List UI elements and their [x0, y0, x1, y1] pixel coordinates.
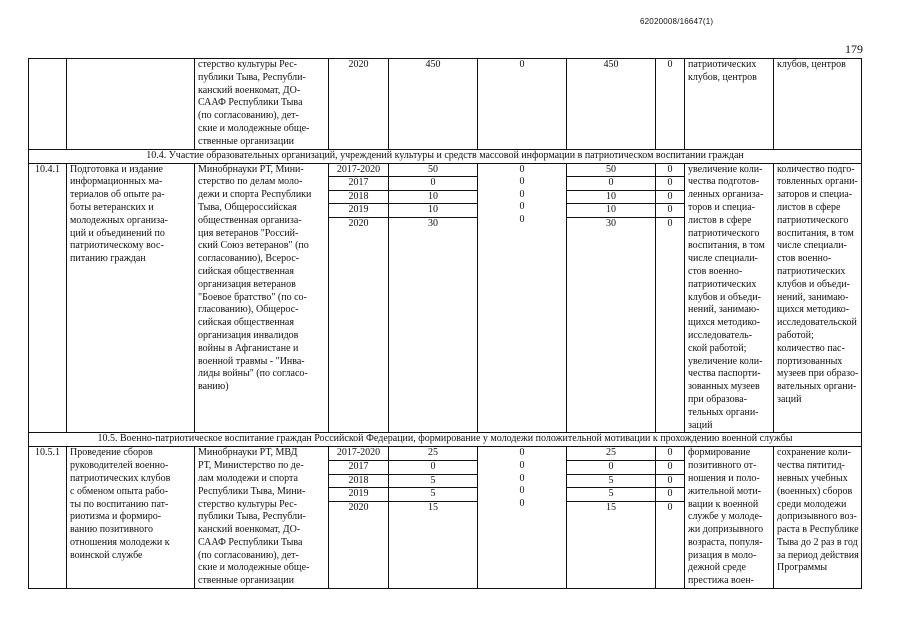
text-line: воспитания, в том [777, 227, 854, 239]
sub-cell: 0 [656, 204, 684, 218]
text-line: руководителей военно- [70, 460, 169, 472]
section-heading: 10.5. Военно-патриотическое воспитание граждан Российской Федерации, формирование у молодежи положительной мотивации к прохождению военной службы [29, 433, 862, 447]
text-line: ской работой; [688, 342, 747, 354]
text-line: торов и специа- [688, 201, 756, 213]
executor-text [195, 164, 328, 394]
text-line: числе специали- [688, 253, 758, 265]
text-line: организация инвалидов [198, 329, 299, 341]
text-line: клубов и объеди- [688, 291, 761, 303]
executor-text [195, 447, 328, 588]
value-cell [389, 447, 478, 589]
sub-row [567, 501, 655, 514]
section-row [29, 433, 862, 447]
text-line: молодежных организа- [70, 214, 168, 226]
sub-row [329, 217, 388, 230]
value-grid [567, 164, 655, 231]
indicator-text [774, 447, 861, 575]
executor-cell [195, 163, 329, 433]
text-line: патриотических [688, 278, 757, 290]
executor-cell [195, 447, 329, 589]
text-line: вации к военной [688, 498, 759, 510]
sub-cell: 2017-2020 [329, 164, 388, 177]
text-line: ские и молодежные обще- [198, 562, 310, 574]
executor-cell [195, 59, 329, 150]
sub-cell: 0 [656, 488, 684, 502]
result-cell [685, 163, 774, 433]
text-line: листов в сфере [777, 201, 841, 213]
text-line: ственные организации [198, 135, 294, 147]
indicator-cell [774, 163, 862, 433]
text-line: патриотическому вос- [70, 240, 164, 252]
text-line: Минобрнауки РТ, МВД [198, 447, 298, 459]
year-grid [329, 447, 388, 514]
num-cell: 10.5.1 [29, 447, 67, 589]
text-line: общественная организа- [198, 214, 302, 226]
text-line: СААФ Республики Тывa [198, 97, 303, 109]
sub-cell: 50 [389, 164, 477, 177]
text-line: войны в Афганистане и [198, 342, 299, 354]
sub-row [478, 485, 566, 498]
sub-cell: 30 [428, 217, 438, 229]
text-line: Тыва до 2 раз в год [777, 536, 858, 548]
text-line: ский Союз ветеранов" (по [198, 240, 309, 252]
sub-row [656, 447, 684, 460]
value-grid [567, 447, 655, 514]
sub-row [567, 190, 655, 204]
sub-cell: 0 [519, 472, 525, 484]
result-text [685, 59, 773, 85]
table-row [29, 59, 862, 150]
text-line: согласованию), Всерос- [198, 253, 300, 265]
sub-cell: 15 [606, 501, 616, 513]
sub-cell: 0 [519, 459, 525, 471]
sub-cell: 50 [567, 164, 655, 177]
sub-row [656, 177, 684, 191]
text-line: вательных органи- [777, 381, 857, 393]
text-line: СААФ Республики Тыва [198, 536, 303, 548]
year-grid [329, 164, 388, 231]
text-line: организация ветеранов [198, 278, 296, 290]
program-table [28, 58, 862, 589]
name-text [67, 164, 194, 266]
sub-cell: 0 [519, 485, 525, 497]
text-line: стов военно- [688, 265, 743, 277]
text-line: при образова- [688, 393, 747, 405]
sub-row [478, 201, 566, 214]
text-line: ванию) [198, 381, 229, 393]
sub-row [478, 214, 566, 227]
text-line: клубов и объеди- [777, 278, 850, 290]
text-line: ты по воспитанию пат- [70, 498, 169, 510]
text-line: ственные организации [198, 575, 294, 587]
sub-row [389, 217, 477, 230]
sub-row [656, 204, 684, 218]
sub-cell: 2017-2020 [329, 447, 388, 460]
text-line: воинской службе [70, 549, 143, 561]
sub-cell: 0 [389, 177, 477, 191]
sub-row [389, 190, 477, 204]
sub-cell: 2019 [329, 488, 388, 502]
sub-row [567, 177, 655, 191]
text-line: боты ветеранских и [70, 201, 154, 213]
executor-text [195, 59, 328, 149]
text-line: военной травмы - "Инва- [198, 355, 305, 367]
sub-cell: 0 [567, 177, 655, 191]
text-line: (по согласованию), дет- [198, 110, 299, 122]
value-cell: 450 [389, 59, 478, 150]
sub-cell: 5 [389, 474, 477, 488]
name-cell [67, 447, 195, 589]
text-line: среди молодежи [777, 498, 847, 510]
sub-cell: 0 [656, 460, 684, 474]
value-grid [389, 164, 477, 231]
value-grid [478, 447, 566, 510]
text-line: чества паспорти- [688, 368, 761, 380]
text-line: стерство культуры Рес- [198, 59, 297, 70]
text-line: Тыва, Общероссийская [198, 201, 297, 213]
text-line: териалов об опыте ра- [70, 189, 165, 201]
text-line: нений, занимаю- [777, 291, 849, 303]
sub-row [478, 460, 566, 473]
text-line: сийская общественная [198, 265, 294, 277]
value-cell: 0 [656, 59, 685, 150]
text-line: музеев при образо- [777, 368, 859, 380]
name-cell [67, 163, 195, 433]
text-line: канский военкомат, ДО- [198, 524, 301, 536]
sub-row [478, 447, 566, 460]
text-line: чества подготов- [688, 176, 760, 188]
sub-cell: 0 [519, 213, 525, 225]
text-line: позитивного от- [688, 460, 757, 472]
sub-cell: 2018 [329, 190, 388, 204]
text-line: информационных ма- [70, 176, 163, 188]
year-cell: 2020 [329, 59, 389, 150]
text-line: клубов, центров [688, 71, 757, 83]
sub-cell: 10 [389, 190, 477, 204]
text-line: возраста, популя- [688, 536, 763, 548]
sub-cell: 0 [519, 176, 525, 188]
text-line: патриотических клубов [70, 472, 171, 484]
text-line: патриотического [688, 227, 760, 239]
value-cell: 0 [478, 59, 567, 150]
text-line: канский военкомат, ДО- [198, 84, 301, 96]
name-cell [67, 59, 195, 150]
sub-row [329, 164, 388, 177]
text-line: "Боевое братство" (по со- [198, 291, 307, 303]
sub-row [329, 204, 388, 218]
text-line: зованных музеев [688, 381, 760, 393]
sub-row [329, 177, 388, 191]
document-code: 62020008/16647(1) [640, 17, 714, 26]
sub-row [389, 204, 477, 218]
sub-cell: 10 [567, 190, 655, 204]
text-line: нений, занимаю- [688, 304, 760, 316]
section-row [29, 149, 862, 163]
result-cell [685, 59, 774, 150]
sub-row [567, 217, 655, 230]
sub-row [656, 488, 684, 502]
sub-row [656, 474, 684, 488]
value-grid [389, 447, 477, 514]
sub-cell: 2017 [329, 460, 388, 474]
sub-cell: 5 [389, 488, 477, 502]
text-line: дежи и спорта Республики [198, 189, 312, 201]
text-line: патриотического [777, 214, 849, 226]
sub-cell: 25 [567, 447, 655, 460]
text-line: Минобрнауки РТ, Мини- [198, 163, 304, 175]
value-cell [478, 447, 567, 589]
sub-row [389, 460, 477, 474]
indicator-text [774, 164, 861, 407]
table-row [29, 447, 862, 589]
value-cell [567, 447, 656, 589]
year-cell [329, 163, 389, 433]
sub-row [389, 501, 477, 514]
value-cell [656, 163, 685, 433]
sub-cell: 2020 [348, 217, 369, 229]
text-line: тельных органи- [688, 406, 759, 418]
text-line: гласованию), Общерос- [198, 304, 299, 316]
text-line: количество подго- [777, 163, 855, 175]
sub-row [329, 447, 388, 460]
result-text [685, 164, 773, 433]
sub-row [656, 217, 684, 230]
text-line: заторов и специа- [777, 189, 853, 201]
sub-row [567, 460, 655, 474]
sub-cell: 0 [519, 188, 525, 200]
text-line: заций [688, 419, 713, 431]
text-line: стерство по делам моло- [198, 176, 303, 188]
text-line: сийская общественная [198, 317, 294, 329]
text-line: Проведение сборов [70, 447, 153, 459]
text-line: лиды войны" (по согласо- [198, 368, 308, 380]
sub-row [656, 164, 684, 177]
table-row [29, 163, 862, 433]
text-line: портизованных [777, 355, 843, 367]
sub-cell: 0 [519, 201, 525, 213]
value-cell [478, 163, 567, 433]
sub-row [567, 204, 655, 218]
year-cell [329, 447, 389, 589]
indicator-cell [774, 447, 862, 589]
sub-row [329, 488, 388, 502]
text-line: питанию граждан [70, 253, 146, 265]
text-line: с обменом опыта рабо- [70, 485, 169, 497]
section-heading: 10.4. Участие образовательных организаций, учреждений культуры и средств массовой информации в патриотическом воспитании граждан [29, 149, 862, 163]
sub-row [478, 164, 566, 177]
value-grid [478, 164, 566, 227]
indicator-cell [774, 59, 862, 150]
sub-row [656, 501, 684, 514]
text-line: чества пятитид- [777, 460, 845, 472]
text-line: щихся методико- [688, 317, 761, 329]
text-line: ванию позитивного [70, 524, 154, 536]
text-line: сохранение коли- [777, 447, 851, 459]
sub-cell: 25 [389, 447, 477, 460]
text-line: формирование [688, 447, 751, 459]
sub-row [567, 447, 655, 460]
value-grid [656, 447, 684, 514]
sub-cell: 0 [519, 497, 525, 509]
sub-cell: 0 [656, 177, 684, 191]
text-line: ция ветеранов "Россий- [198, 227, 299, 239]
text-line: Подготовка и издание [70, 163, 163, 175]
sub-row [656, 460, 684, 474]
text-line: службе у молоде- [688, 511, 763, 523]
value-cell [656, 447, 685, 589]
text-line: публики Тыва, Республи- [198, 511, 306, 523]
text-line: заций [777, 393, 802, 405]
sub-row [389, 177, 477, 191]
text-line: исследователь- [688, 329, 753, 341]
text-line: жительной моти- [688, 485, 762, 497]
page-number: 179 [845, 42, 863, 56]
sub-row [567, 474, 655, 488]
text-line: работой; [777, 329, 814, 341]
sub-row [329, 460, 388, 474]
value-cell [567, 163, 656, 433]
sub-row [389, 488, 477, 502]
text-line: патриотических [688, 59, 757, 70]
text-line: клубов, центров [777, 59, 846, 70]
sub-cell: 5 [567, 488, 655, 502]
name-text [67, 447, 194, 562]
text-line: исследовательской [777, 317, 857, 329]
sub-row [478, 498, 566, 511]
sub-cell: 0 [667, 217, 673, 229]
text-line: публики Тыва, Республи- [198, 71, 306, 83]
text-line: увеличение коли- [688, 355, 763, 367]
text-line: патриотических [777, 265, 846, 277]
sub-row [567, 488, 655, 502]
sub-cell: 0 [656, 447, 684, 460]
sub-cell: 2020 [348, 501, 369, 513]
sub-row [478, 176, 566, 189]
text-line: раста в Республике [777, 524, 859, 536]
sub-cell: 30 [606, 217, 616, 229]
sub-cell: 0 [389, 460, 477, 474]
text-line: за период действия [777, 549, 859, 561]
sub-cell: 0 [519, 163, 525, 175]
text-line: (военных) сборов [777, 485, 853, 497]
sub-cell: 0 [567, 460, 655, 474]
sub-cell: 0 [656, 164, 684, 177]
text-line: невных учебных [777, 472, 848, 484]
text-line: количество пас- [777, 342, 845, 354]
text-line: товленных органи- [777, 176, 858, 188]
sub-cell: 0 [656, 190, 684, 204]
text-line: ленных организа- [688, 189, 764, 201]
value-grid [656, 164, 684, 231]
indicator-text [774, 59, 861, 72]
num-cell [29, 59, 67, 150]
text-line: Программы [777, 562, 828, 574]
sub-row [478, 473, 566, 486]
sub-cell: 2019 [329, 204, 388, 218]
sub-row [329, 501, 388, 514]
text-line: щихся методико- [777, 304, 850, 316]
text-line: допризывного воз- [777, 511, 857, 523]
sub-row [389, 447, 477, 460]
text-line: риотизма и формиро- [70, 511, 162, 523]
sub-row [389, 164, 477, 177]
text-line: стерство культуры Рес- [198, 498, 297, 510]
sub-row [656, 190, 684, 204]
text-line: РТ, Министерство по де- [198, 460, 304, 472]
text-line: ские и молодежные обще- [198, 122, 310, 134]
text-line: лам молодежи и спорта [198, 472, 298, 484]
sub-cell: 10 [567, 204, 655, 218]
result-text [685, 447, 773, 588]
sub-cell: 5 [567, 474, 655, 488]
text-line: листов в сфере [688, 214, 752, 226]
sub-row [567, 164, 655, 177]
sub-row [389, 474, 477, 488]
text-line: ризация в моло- [688, 549, 757, 561]
text-line: Республики Тыва, Мини- [198, 485, 306, 497]
sub-cell: 10 [389, 204, 477, 218]
value-cell [389, 163, 478, 433]
sub-cell: 0 [667, 501, 673, 513]
text-line: увеличение коли- [688, 163, 763, 175]
sub-cell: 0 [656, 474, 684, 488]
text-line: жи допризывного [688, 524, 764, 536]
text-line: отношения молодежи к [70, 536, 170, 548]
value-cell: 450 [567, 59, 656, 150]
text-line: стов военно- [777, 253, 832, 265]
sub-cell: 2018 [329, 474, 388, 488]
text-line: ций и объединений по [70, 227, 165, 239]
result-cell [685, 447, 774, 589]
text-line: дежной среде [688, 562, 746, 574]
text-line: (по согласованию), дет- [198, 549, 299, 561]
sub-row [329, 190, 388, 204]
text-line: числе специали- [777, 240, 847, 252]
sub-cell: 15 [428, 501, 438, 513]
sub-row [329, 474, 388, 488]
num-cell: 10.4.1 [29, 163, 67, 433]
text-line: ношения и поло- [688, 472, 760, 484]
sub-row [478, 189, 566, 202]
text-line: воспитания, в том [688, 240, 765, 252]
sub-cell: 2017 [329, 177, 388, 191]
sub-cell: 0 [519, 447, 525, 459]
text-line: престижа воен- [688, 575, 754, 587]
